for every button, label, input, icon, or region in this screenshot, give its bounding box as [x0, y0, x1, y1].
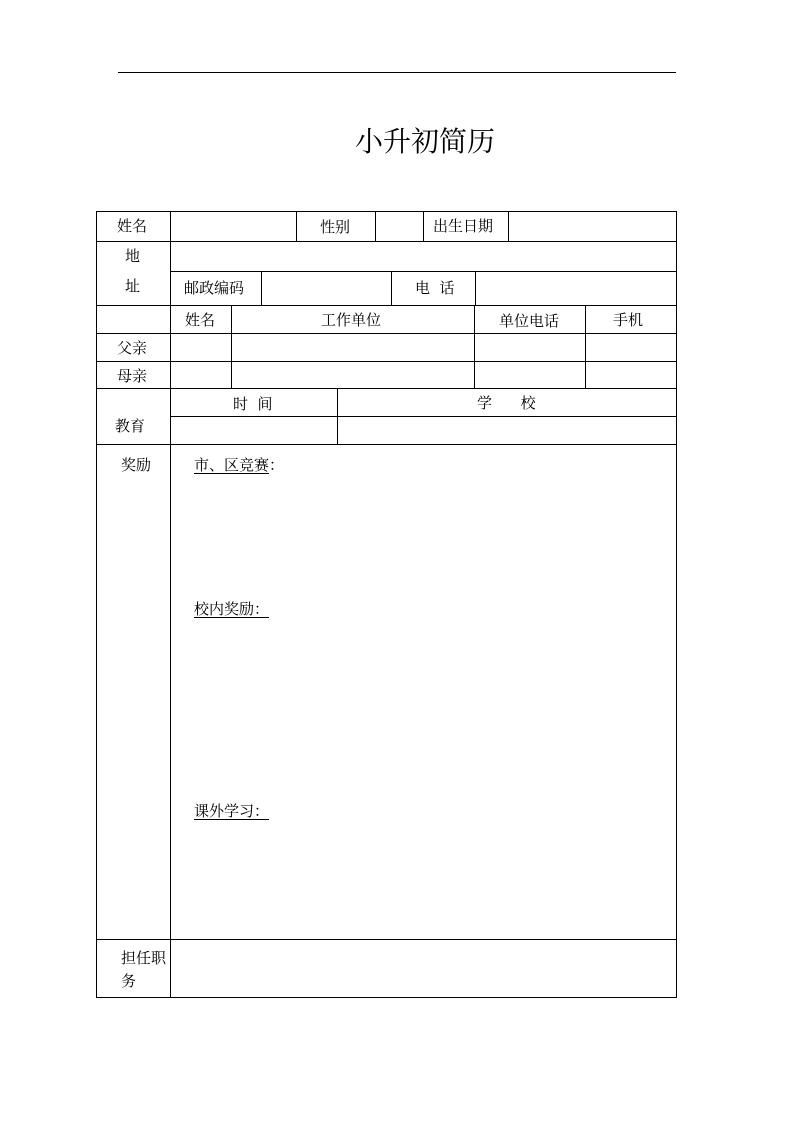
label-unit-phone: 单位电话	[499, 312, 560, 330]
mother-unit-phone-field[interactable]	[475, 362, 584, 388]
mother-work-unit-field[interactable]	[232, 362, 473, 388]
label-address-2: 址	[125, 277, 141, 295]
page-title	[355, 122, 495, 162]
education-time-field[interactable]	[171, 417, 336, 444]
phone-field[interactable]	[476, 272, 675, 305]
table-left-border	[96, 211, 97, 998]
label-positions-1: 担任职	[121, 949, 167, 967]
education-school-field[interactable]	[338, 417, 675, 444]
positions-field[interactable]	[171, 940, 675, 997]
label-time: 时 间	[233, 395, 273, 413]
postcode-field[interactable]	[262, 272, 390, 305]
label-family-name: 姓名	[185, 311, 216, 329]
label-father: 父亲	[117, 339, 148, 357]
label-awards: 奖励	[121, 456, 152, 474]
gender-field[interactable]	[376, 212, 422, 241]
label-gender: 性别	[320, 218, 351, 236]
label-city-district-competition-wrap	[194, 455, 284, 475]
r3-div-2	[391, 271, 392, 305]
father-work-unit-field[interactable]	[232, 334, 473, 361]
title-normal-part: 简历	[439, 125, 496, 158]
label-extracurricular: 课外学习：	[194, 802, 270, 820]
label-postcode: 邮政编码	[184, 279, 245, 297]
label-school-awards: 校内奖励：	[194, 600, 270, 618]
father-unit-phone-field[interactable]	[475, 334, 584, 361]
mother-name-field[interactable]	[171, 362, 230, 388]
mother-mobile-field[interactable]	[586, 362, 675, 388]
label-school: 学 校	[477, 394, 536, 412]
label-colon: ：	[269, 456, 285, 474]
label-phone: 电 话	[415, 279, 455, 297]
label-city-district-competition: 市、区竞赛	[194, 456, 270, 474]
father-mobile-field[interactable]	[586, 334, 675, 361]
r1-div-1	[296, 211, 297, 241]
father-name-field[interactable]	[171, 334, 230, 361]
address-field[interactable]	[171, 242, 675, 271]
label-mother: 母亲	[117, 367, 148, 385]
label-birthdate: 出生日期	[433, 217, 494, 235]
label-column-divider	[170, 211, 171, 998]
name-field[interactable]	[171, 212, 295, 241]
header-rule	[118, 72, 676, 73]
row-line-3	[96, 305, 677, 306]
table-bottom-border	[96, 997, 677, 998]
r1-div-3	[423, 211, 424, 241]
title-bold-part: 小升初	[355, 125, 440, 158]
label-name: 姓名	[117, 217, 148, 235]
row-line-6	[96, 388, 677, 389]
row-line-8	[96, 444, 677, 445]
label-mobile: 手机	[613, 311, 644, 329]
label-address-1: 地	[125, 247, 141, 265]
label-work-unit: 工作单位	[321, 311, 382, 329]
birthdate-field[interactable]	[509, 212, 675, 241]
table-right-border	[676, 211, 677, 998]
label-education: 教育	[115, 417, 146, 435]
label-positions-2: 务	[121, 972, 137, 990]
